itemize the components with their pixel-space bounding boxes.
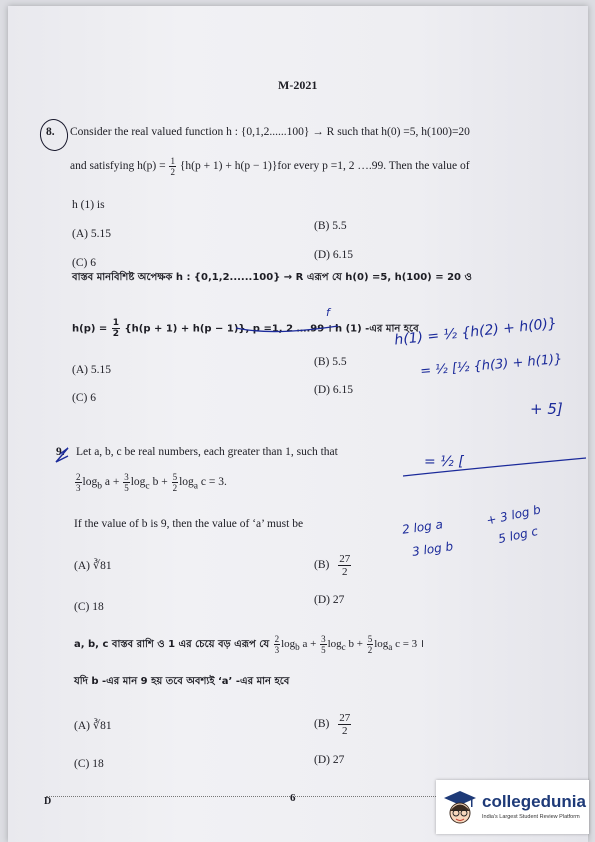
q8-number: 8. — [46, 126, 55, 138]
ink-line5a: 2 log a — [401, 517, 444, 537]
ink-line4: = ½ [ — [424, 454, 464, 470]
ink-line5b: 3 log b — [411, 539, 454, 559]
q9-equation: $\frac{2}{3}$ $\log_b a$ + $\frac{3}{5}$ $\log_c b$ + $\frac{5}{2}$ $\log_a c = 3$. — [76, 472, 227, 493]
collegedunia-watermark — [436, 780, 589, 834]
q9-number: 9. — [56, 446, 65, 458]
brand-name: collegedunia — [482, 792, 586, 811]
q8-bengali-option-d: (D) 6.15 — [314, 384, 353, 396]
ink-line2: = ½ [½ {h(3) + h(1)} — [419, 351, 563, 380]
exam-page — [8, 6, 588, 842]
q8-bengali-option-c: (C) 6 — [72, 392, 96, 404]
q8-line2: and satisfying h(p) = $\frac{1}{2}$ {h(p + 1) + h(p − 1)}for every p =1, 2 ….99. Then the value of — [70, 156, 470, 177]
q9-bengali-option-b: (B) $\frac{27}{2}$ — [314, 712, 351, 737]
ink-line5d: 5 log c — [496, 523, 540, 547]
paper-code: M-2021 — [278, 78, 318, 92]
q8-line3: h (1) is — [72, 199, 105, 211]
ink-line1: h(1) = ½ {h(2) + h(0)} — [393, 315, 558, 349]
q9-option-d: (D) 27 — [314, 594, 345, 606]
q9-option-a: (A) ∛81 — [74, 560, 112, 572]
q8-bengali-line2: h(p) = $\frac{1}{2}$ {h(p + 1) + h(p − 1)}, p =1, 2 ….99 । h (1) -এর মান হবে — [72, 318, 419, 339]
q8-bengali-option-b: (B) 5.5 — [314, 356, 347, 368]
q8-bengali-option-a: (A) 5.15 — [72, 364, 111, 376]
q9-bengali-option-c: (C) 18 — [74, 758, 104, 770]
q9-line3: If the value of b is 9, then the value of ‘a’ must be — [74, 518, 304, 530]
ink-line3: + 5] — [530, 400, 563, 418]
brand-tagline: India's Largest Student Review Platform — [482, 814, 580, 820]
q8-option-d: (D) 6.15 — [314, 249, 353, 261]
q8-fraction: $\frac{1}{2}$ — [170, 156, 175, 177]
q8-option-c: (C) 6 — [72, 257, 96, 269]
q9-bengali-option-d: (D) 27 — [314, 754, 345, 766]
ink-line5c: + 3 log b — [485, 502, 542, 528]
page-number: 6 — [290, 792, 296, 804]
q9-option-b: (B) $\frac{27}{2}$ — [314, 553, 351, 578]
footer-code: D — [44, 796, 52, 807]
q8-option-a: (A) 5.15 — [72, 228, 111, 240]
q9-option-c: (C) 18 — [74, 601, 104, 613]
ink-annotations — [8, 6, 588, 842]
q8-option-b: (B) 5.5 — [314, 220, 347, 232]
graduate-logo-icon — [440, 786, 478, 828]
q9-bengali-line2: যদি b -এর মান 9 হয় তবে অবশ্যই ‘a’ -এর মান হবে — [74, 676, 290, 687]
q8-line1: Consider the real valued function h : {0,1,2......100} → R such that h(0) =5, h(100)=20 — [70, 126, 470, 138]
q9-bengali-option-a: (A) ∛81 — [74, 720, 112, 732]
q9-line1: Let a, b, c be real numbers, each greater than 1, such that — [76, 446, 338, 458]
ink-mark: f — [326, 306, 330, 319]
q9-bengali-line1: a, b, c বাস্তব রাশি ও 1 এর চেয়ে বড় এরূপ যে $\frac{2}{3}$ $\log_b a$ + $\frac{3}{5}$ $\log_c b$ + $\frac{5}{2}$ $\log_a c = 3$ । — [74, 634, 425, 655]
q8-bengali-line1: বাস্তব মানবিশিষ্ট অপেক্ষক h : {0,1,2......100} → R এরূপ যে h(0) =5, h(100) = 20 ও — [72, 272, 472, 283]
